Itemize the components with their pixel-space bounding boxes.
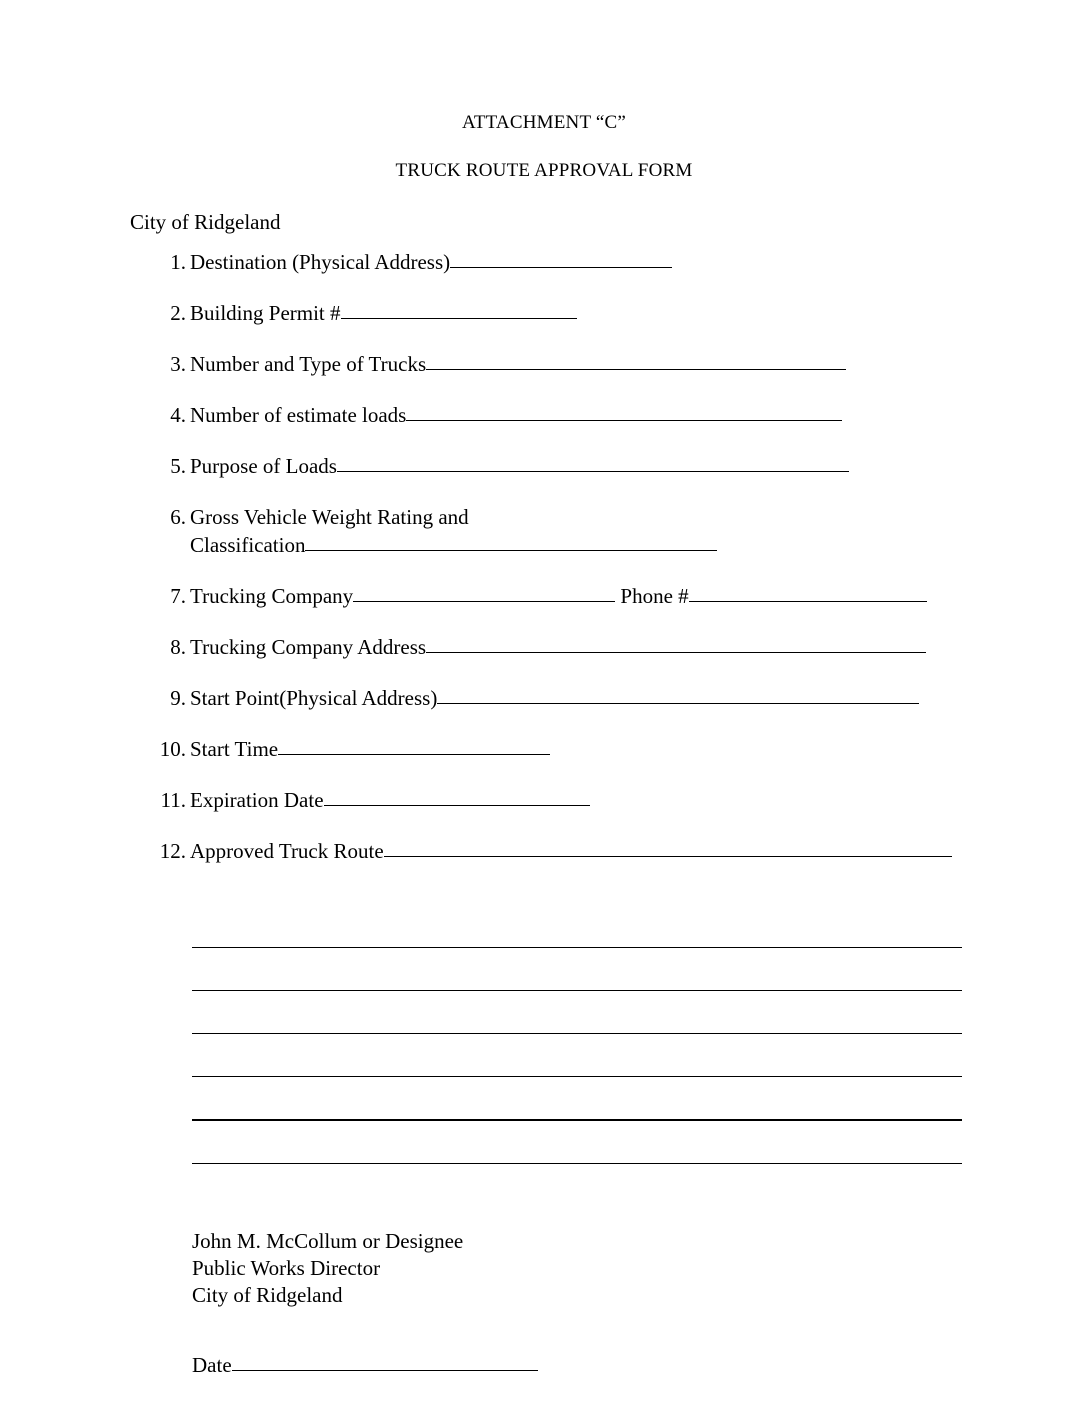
item-number: 5. (170, 454, 186, 478)
signatory-title: Public Works Director (192, 1256, 381, 1280)
form-item-number-type-trucks (100, 351, 988, 378)
start-time-input-rule[interactable] (278, 738, 550, 755)
item-number: 3. (170, 352, 186, 376)
form-item-trucking-company (100, 583, 988, 610)
form-item-approved-truck-route (100, 838, 988, 865)
form-items-list (100, 249, 988, 865)
signatory-city: City of Ridgeland (192, 1283, 343, 1307)
start-point-input-rule[interactable] (437, 687, 919, 704)
item-label: Number and Type of Trucks (190, 352, 427, 376)
classification-input-rule[interactable] (305, 534, 717, 551)
item-number: 9. (170, 686, 186, 710)
blank-line[interactable] (192, 905, 962, 948)
trucking-company-input-rule[interactable] (353, 585, 615, 602)
signatory-name: John M. McCollum or Designee (192, 1229, 464, 1253)
item-number: 11. (160, 788, 186, 812)
date-input-rule[interactable] (232, 1354, 538, 1371)
item-number: 2. (170, 301, 186, 325)
item-label: Destination (Physical Address) (190, 250, 451, 274)
item-label-line2-wrapper (190, 532, 988, 559)
signature-block (192, 1228, 988, 1309)
item-label: Expiration Date (190, 788, 324, 812)
item-label: Trucking Company (190, 584, 354, 608)
blank-line[interactable] (192, 991, 962, 1034)
blank-line[interactable] (192, 948, 962, 991)
form-title: TRUCK ROUTE APPROVAL FORM (395, 160, 693, 181)
item-number: 12. (159, 839, 186, 863)
phone-label: Phone # (615, 584, 689, 608)
item-label: Gross Vehicle Weight Rating and (190, 505, 469, 529)
item-label: Approved Truck Route (190, 839, 384, 863)
blank-line[interactable] (192, 1034, 962, 1077)
item-number: 10. (159, 737, 186, 761)
blank-line[interactable] (192, 1077, 962, 1121)
form-item-start-point (100, 685, 988, 712)
item-label: Number of estimate loads (190, 403, 407, 427)
date-label: Date (192, 1353, 232, 1377)
form-item-expiration-date (100, 787, 988, 814)
form-item-building-permit (100, 300, 988, 327)
approved-route-blank-lines (192, 905, 988, 1164)
destination-input-rule[interactable] (450, 251, 672, 268)
blank-line[interactable] (192, 1121, 962, 1164)
phone-input-rule[interactable] (689, 585, 927, 602)
item-label: Start Point(Physical Address) (190, 686, 438, 710)
estimate-loads-input-rule[interactable] (406, 404, 842, 421)
attachment-heading: ATTACHMENT “C” (462, 112, 626, 133)
purpose-of-loads-input-rule[interactable] (337, 455, 849, 472)
item-label: Building Permit # (190, 301, 341, 325)
form-item-destination (100, 249, 988, 276)
date-row (192, 1353, 988, 1378)
item-label: Purpose of Loads (190, 454, 337, 478)
item-label: Trucking Company Address (190, 635, 427, 659)
item-label-line2: Classification (190, 533, 306, 557)
item-label: Start Time (190, 737, 279, 761)
approved-truck-route-input-rule[interactable] (384, 840, 952, 857)
item-number: 7. (170, 584, 186, 608)
form-item-start-time (100, 736, 988, 763)
trucking-company-address-input-rule[interactable] (426, 636, 926, 653)
building-permit-input-rule[interactable] (341, 302, 577, 319)
form-item-trucking-company-address (100, 634, 988, 661)
item-number: 4. (170, 403, 186, 427)
form-item-estimate-loads (100, 402, 988, 429)
form-item-purpose-of-loads (100, 453, 988, 480)
city-line: City of Ridgeland (130, 210, 281, 234)
item-number: 6. (170, 505, 186, 529)
expiration-date-input-rule[interactable] (324, 789, 590, 806)
form-item-gvwr-classification (100, 504, 988, 559)
item-number: 1. (170, 250, 186, 274)
item-number: 8. (170, 635, 186, 659)
number-type-trucks-input-rule[interactable] (426, 353, 846, 370)
